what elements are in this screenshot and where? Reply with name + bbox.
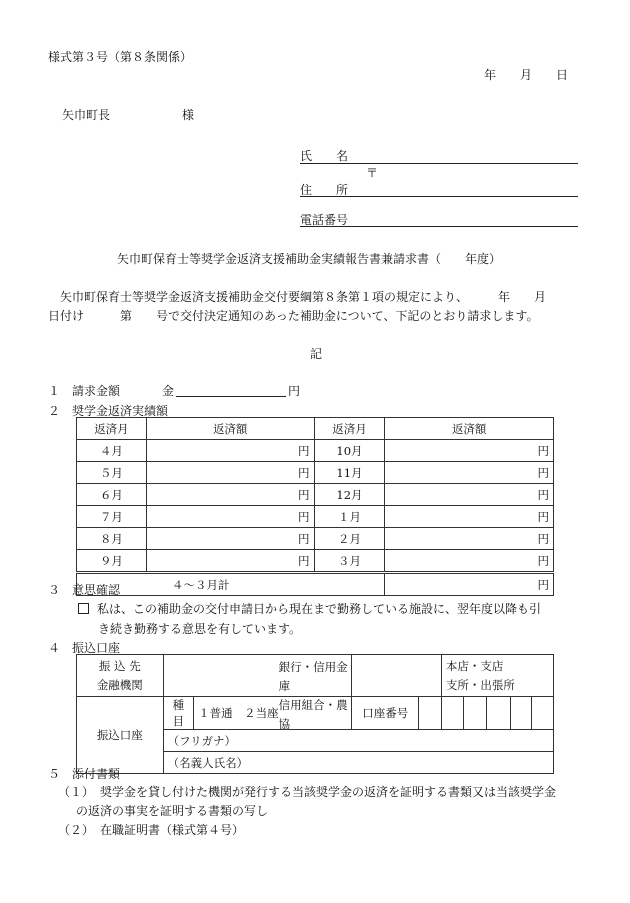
phone-field[interactable] — [300, 226, 578, 227]
bank-label-1: 振 込 先 — [98, 658, 141, 673]
amount-cell[interactable]: 円 — [146, 506, 314, 528]
table-row — [77, 440, 554, 462]
name-field[interactable] — [300, 163, 578, 164]
header-amount-1: 返済額 — [146, 418, 314, 440]
month-cell: ８月 — [77, 528, 147, 550]
date-line: 年 月 日 — [484, 68, 569, 82]
header-month-2: 返済月 — [314, 418, 385, 440]
account-number-label: 口座番号 — [352, 697, 419, 730]
total-amount-cell[interactable]: 円 — [385, 573, 554, 596]
address-label: 住 所 — [300, 183, 349, 197]
repayment-table — [76, 417, 554, 596]
month-cell: ４月 — [77, 440, 147, 462]
amount-cell[interactable]: 円 — [385, 462, 554, 484]
amount-cell[interactable]: 円 — [385, 550, 554, 573]
table-row — [77, 506, 554, 528]
addressee: 矢巾町長 様 — [62, 108, 195, 122]
bank-table — [76, 654, 554, 774]
inst-types — [279, 658, 352, 734]
account-digit[interactable] — [419, 697, 441, 730]
inst-type-1: 銀行・信用金庫 — [278, 660, 348, 693]
amount-cell[interactable]: 円 — [146, 462, 314, 484]
account-label: 振込口座 — [77, 697, 164, 774]
total-row — [77, 573, 554, 596]
body-line-2: 日付け 第 号で交付決定通知のあった補助金について、下記のとおり請求します。 — [48, 309, 539, 323]
amount-cell[interactable]: 円 — [385, 506, 554, 528]
kin: 金 — [162, 384, 175, 398]
account-digit[interactable] — [441, 697, 463, 730]
month-cell: １月 — [314, 506, 385, 528]
holder-name-field[interactable]: （名義人氏名） — [163, 752, 553, 774]
month-cell: 12月 — [314, 484, 385, 506]
bank-label-cell — [77, 655, 164, 697]
amount-field[interactable] — [176, 396, 286, 397]
furigana-field[interactable]: （フリガナ） — [163, 730, 553, 752]
intent-text-1: 私は、この補助金の交付申請日から現在まで勤務している施設に、翌年度以降も引 — [97, 602, 542, 616]
table-row — [77, 550, 554, 573]
section4-label: ４ 振込口座 — [48, 641, 121, 655]
branch-type-cell — [441, 655, 553, 697]
month-cell: 11月 — [314, 462, 385, 484]
month-cell: ２月 — [314, 528, 385, 550]
table-row — [77, 484, 554, 506]
month-cell: ３月 — [314, 550, 385, 573]
document-title: 矢巾町保育士等奨学金返済支援補助金実績報告書兼請求書（ 年度） — [117, 252, 502, 266]
address-field[interactable] — [300, 196, 578, 197]
amount-cell[interactable]: 円 — [385, 440, 554, 462]
table-row — [77, 462, 554, 484]
body-line-1: 矢巾町保育士等奨学金返済支援補助金交付要綱第８条第１項の規定により、 年 月 — [48, 290, 547, 304]
month-cell: ９月 — [77, 550, 147, 573]
bank-label-2: 金融機関 — [96, 677, 143, 692]
intent-checkbox[interactable] — [78, 603, 89, 614]
section3-label: ３ 意思確認 — [48, 583, 121, 597]
account-digit[interactable] — [486, 697, 510, 730]
intent-line-1 — [78, 600, 541, 617]
branch-type-2: 支所・出張所 — [445, 677, 515, 692]
yen: 円 — [288, 384, 301, 398]
postal-mark: 〒 — [366, 166, 379, 180]
amount-cell[interactable]: 円 — [146, 484, 314, 506]
amount-cell[interactable]: 円 — [146, 440, 314, 462]
name-label: 氏 名 — [300, 149, 349, 163]
account-digit[interactable] — [531, 697, 553, 730]
branch-name-field[interactable] — [352, 655, 442, 697]
total-label: ４～３月計 — [172, 577, 230, 592]
table-row — [77, 528, 554, 550]
kind-label: 種目 — [163, 697, 194, 730]
attachment-1-line-2: の返済の事実を証明する書類の写し — [76, 804, 269, 818]
month-cell: ６月 — [77, 484, 147, 506]
month-cell: ５月 — [77, 462, 147, 484]
inst-type-2: 信用組合・農協 — [278, 698, 348, 731]
intent-line-2: き続き勤務する意思を有しています。 — [98, 622, 302, 636]
amount-cell[interactable]: 円 — [385, 528, 554, 550]
amount-cell[interactable]: 円 — [146, 550, 314, 573]
kind-options[interactable]: １普通 ２当座 — [194, 697, 352, 730]
amount-cell[interactable]: 円 — [385, 484, 554, 506]
account-digit[interactable] — [511, 697, 531, 730]
section5-label: ５ 添付書類 — [48, 767, 121, 781]
phone-label: 電話番号 — [300, 213, 349, 227]
account-digit[interactable] — [464, 697, 486, 730]
amount-cell[interactable]: 円 — [146, 528, 314, 550]
month-cell: 10月 — [314, 440, 385, 462]
header-month-1: 返済月 — [77, 418, 147, 440]
attachment-1-line-1: （１） 奨学金を貸し付けた機関が発行する当該奨学金の返済を証明する書類又は当該奨学金 — [58, 785, 557, 799]
section1-label: １ 請求金額 — [48, 384, 121, 398]
branch-type-1: 本店・支店 — [445, 658, 504, 673]
month-cell: ７月 — [77, 506, 147, 528]
section2-label: ２ 奨学金返済実績額 — [48, 404, 169, 418]
attachment-2: （２） 在職証明書（様式第４号） — [58, 823, 245, 837]
total-label-cell — [77, 573, 385, 596]
header-amount-2: 返済額 — [385, 418, 554, 440]
ki-heading: 記 — [310, 347, 323, 361]
form-number: 様式第３号（第８条関係） — [48, 50, 193, 64]
